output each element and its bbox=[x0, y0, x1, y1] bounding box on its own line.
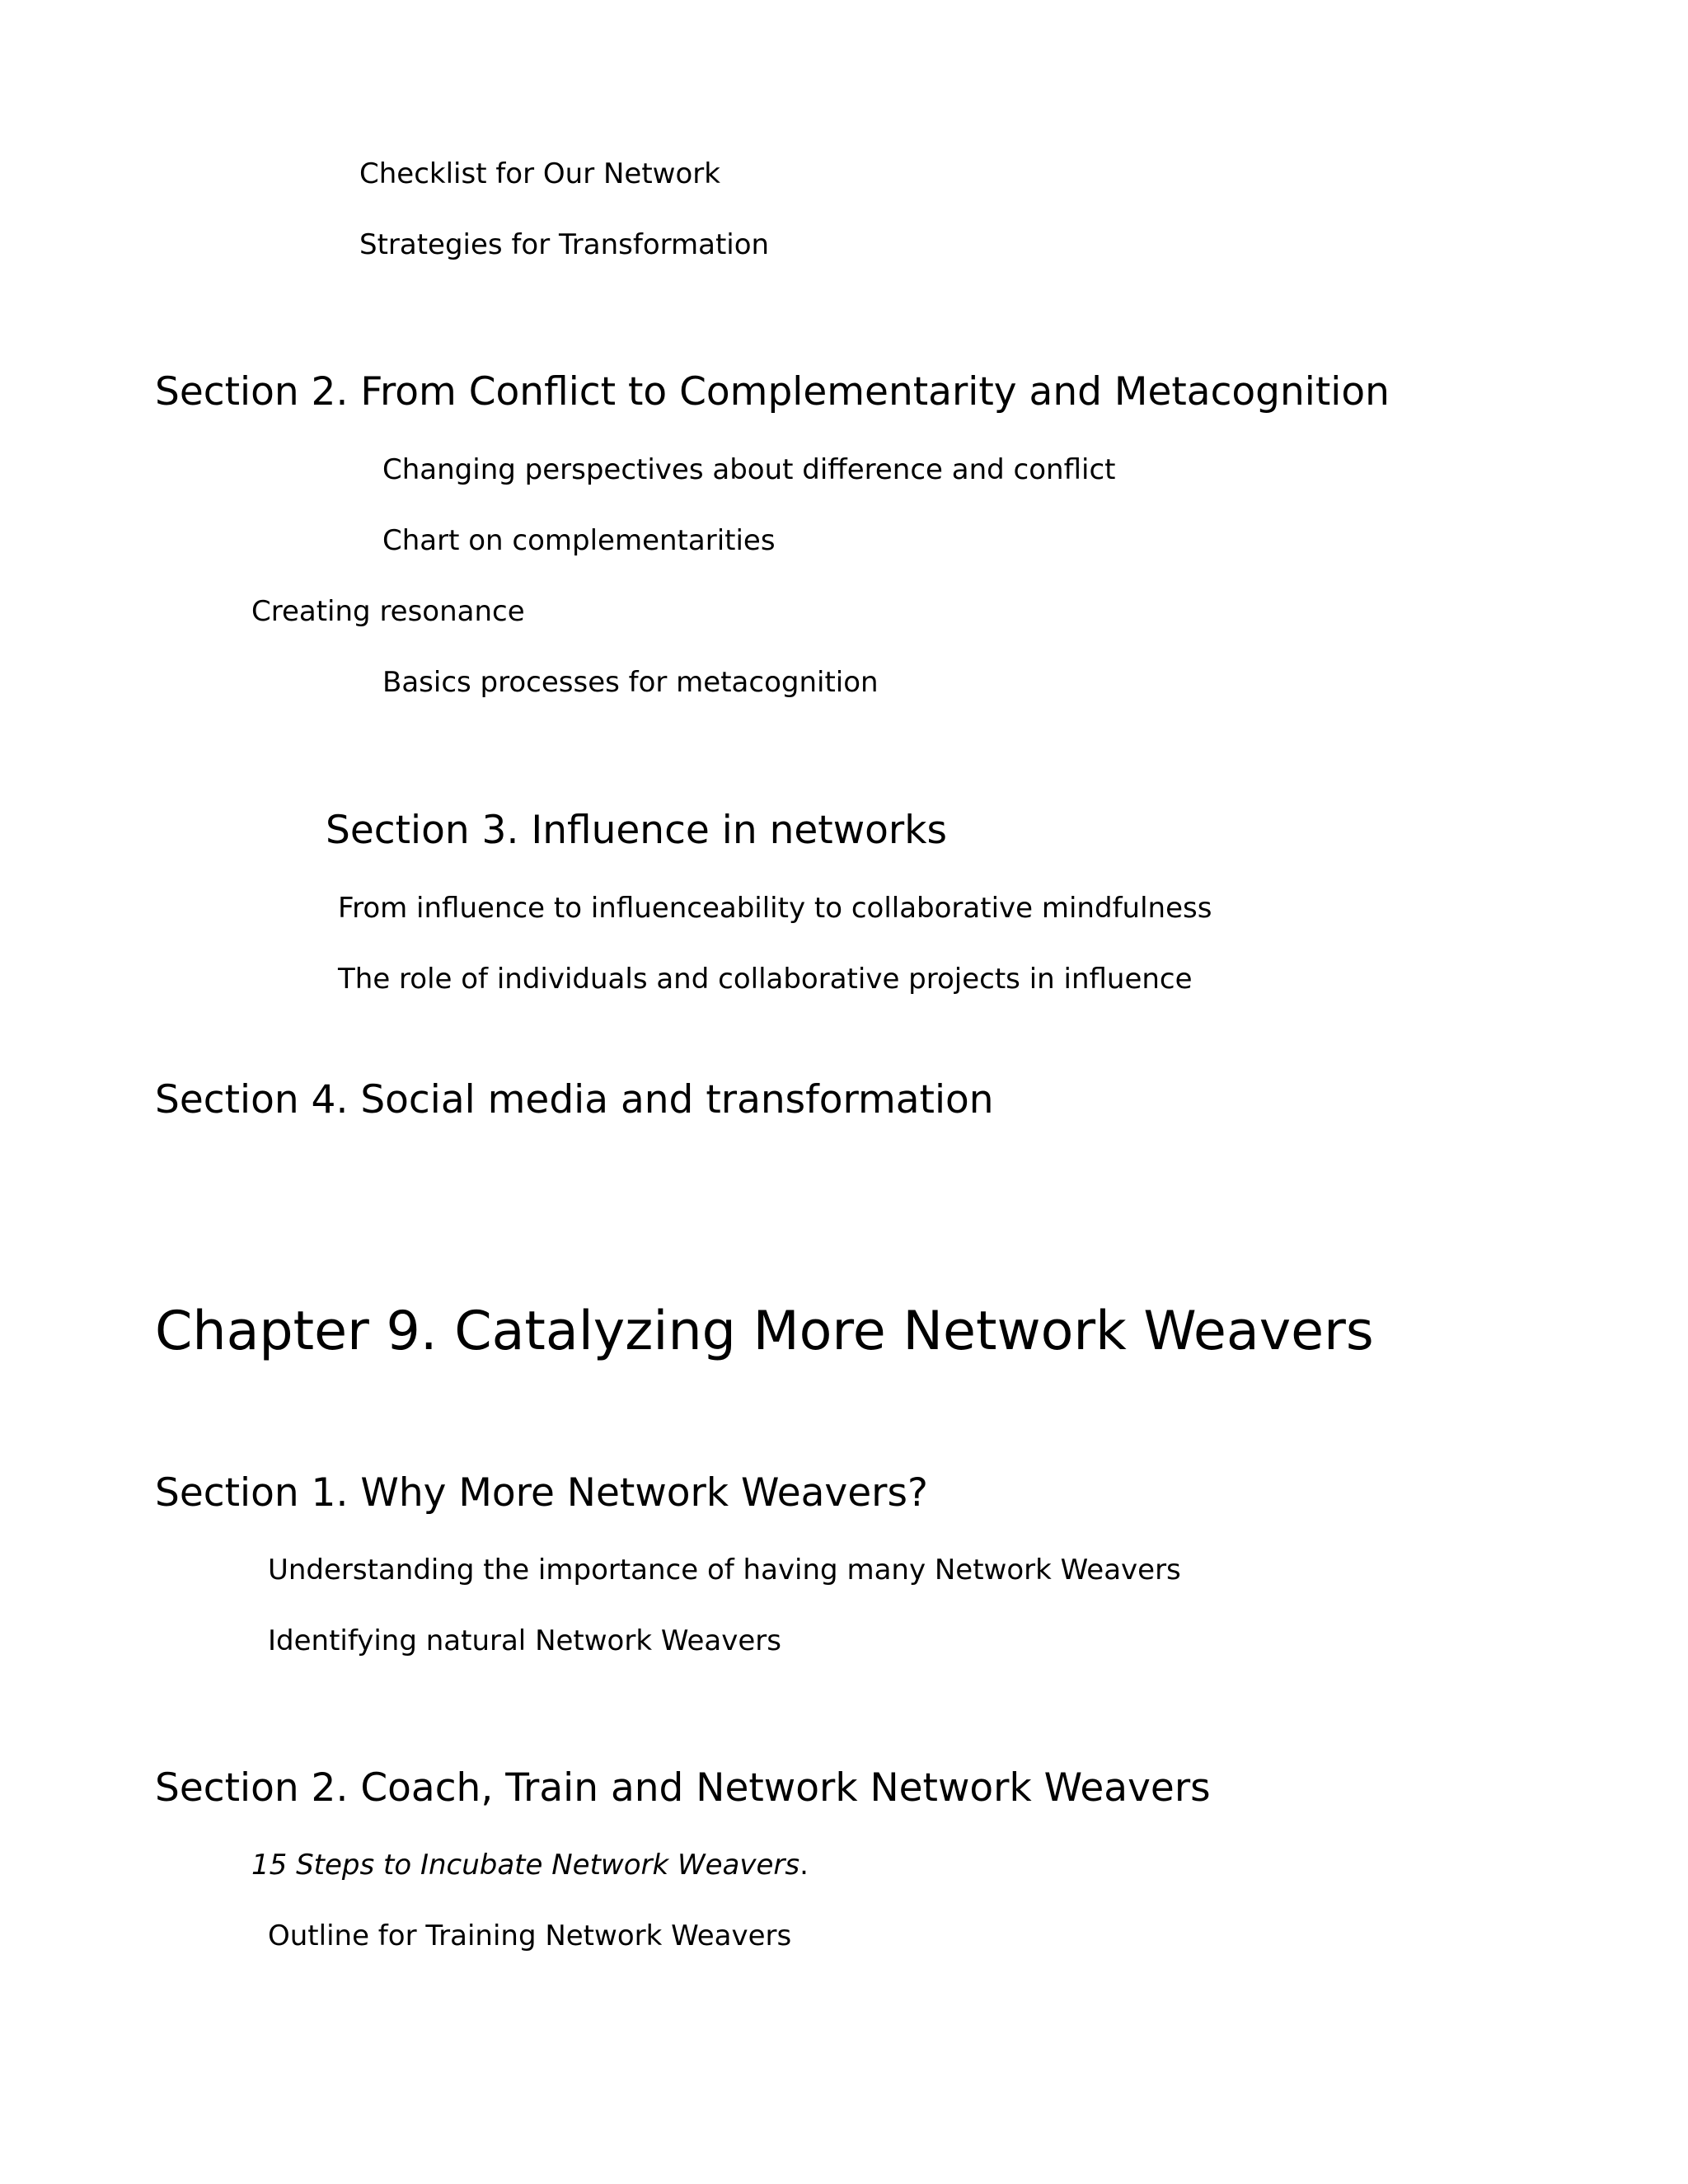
toc-item-strategies-for-transformation: Strategies for Transformation bbox=[359, 228, 770, 261]
toc-item-15-steps bbox=[251, 1849, 809, 1882]
section-heading-3-influence: Section 3. Influence in networks bbox=[326, 808, 947, 853]
toc-item-chart-on-complementarities: Chart on complementarities bbox=[382, 524, 776, 557]
toc-item-creating-resonance: Creating resonance bbox=[251, 595, 525, 628]
toc-item-understanding-importance: Understanding the importance of having many Network Weavers bbox=[268, 1554, 1181, 1586]
section-heading-1-why-more-weavers: Section 1. Why More Network Weavers? bbox=[155, 1470, 928, 1516]
section-heading-4-social-media: Section 4. Social media and transformation bbox=[155, 1077, 994, 1122]
toc-item-identifying-natural-weavers: Identifying natural Network Weavers bbox=[268, 1624, 781, 1657]
toc-item-role-of-individuals: The role of individuals and collaborative projects in influence bbox=[338, 963, 1193, 996]
chapter-heading-9: Chapter 9. Catalyzing More Network Weavers bbox=[155, 1301, 1374, 1362]
toc-item-checklist-for-our-network: Checklist for Our Network bbox=[359, 157, 720, 190]
toc-item-outline-for-training: Outline for Training Network Weavers bbox=[268, 1919, 792, 1952]
toc-item-changing-perspectives: Changing perspectives about difference and conflict bbox=[382, 453, 1116, 486]
toc-item-15-steps-period: . bbox=[799, 1849, 809, 1882]
toc-item-15-steps-title: 15 Steps to Incubate Network Weavers bbox=[251, 1849, 800, 1882]
toc-item-basics-processes-metacognition: Basics processes for metacognition bbox=[382, 666, 879, 699]
section-heading-2-conflict-complementarity: Section 2. From Conflict to Complementarity and Metacognition bbox=[155, 369, 1390, 415]
section-heading-2-coach-train: Section 2. Coach, Train and Network Network Weavers bbox=[155, 1765, 1211, 1811]
toc-item-from-influence: From influence to influenceability to collaborative mindfulness bbox=[338, 892, 1212, 925]
